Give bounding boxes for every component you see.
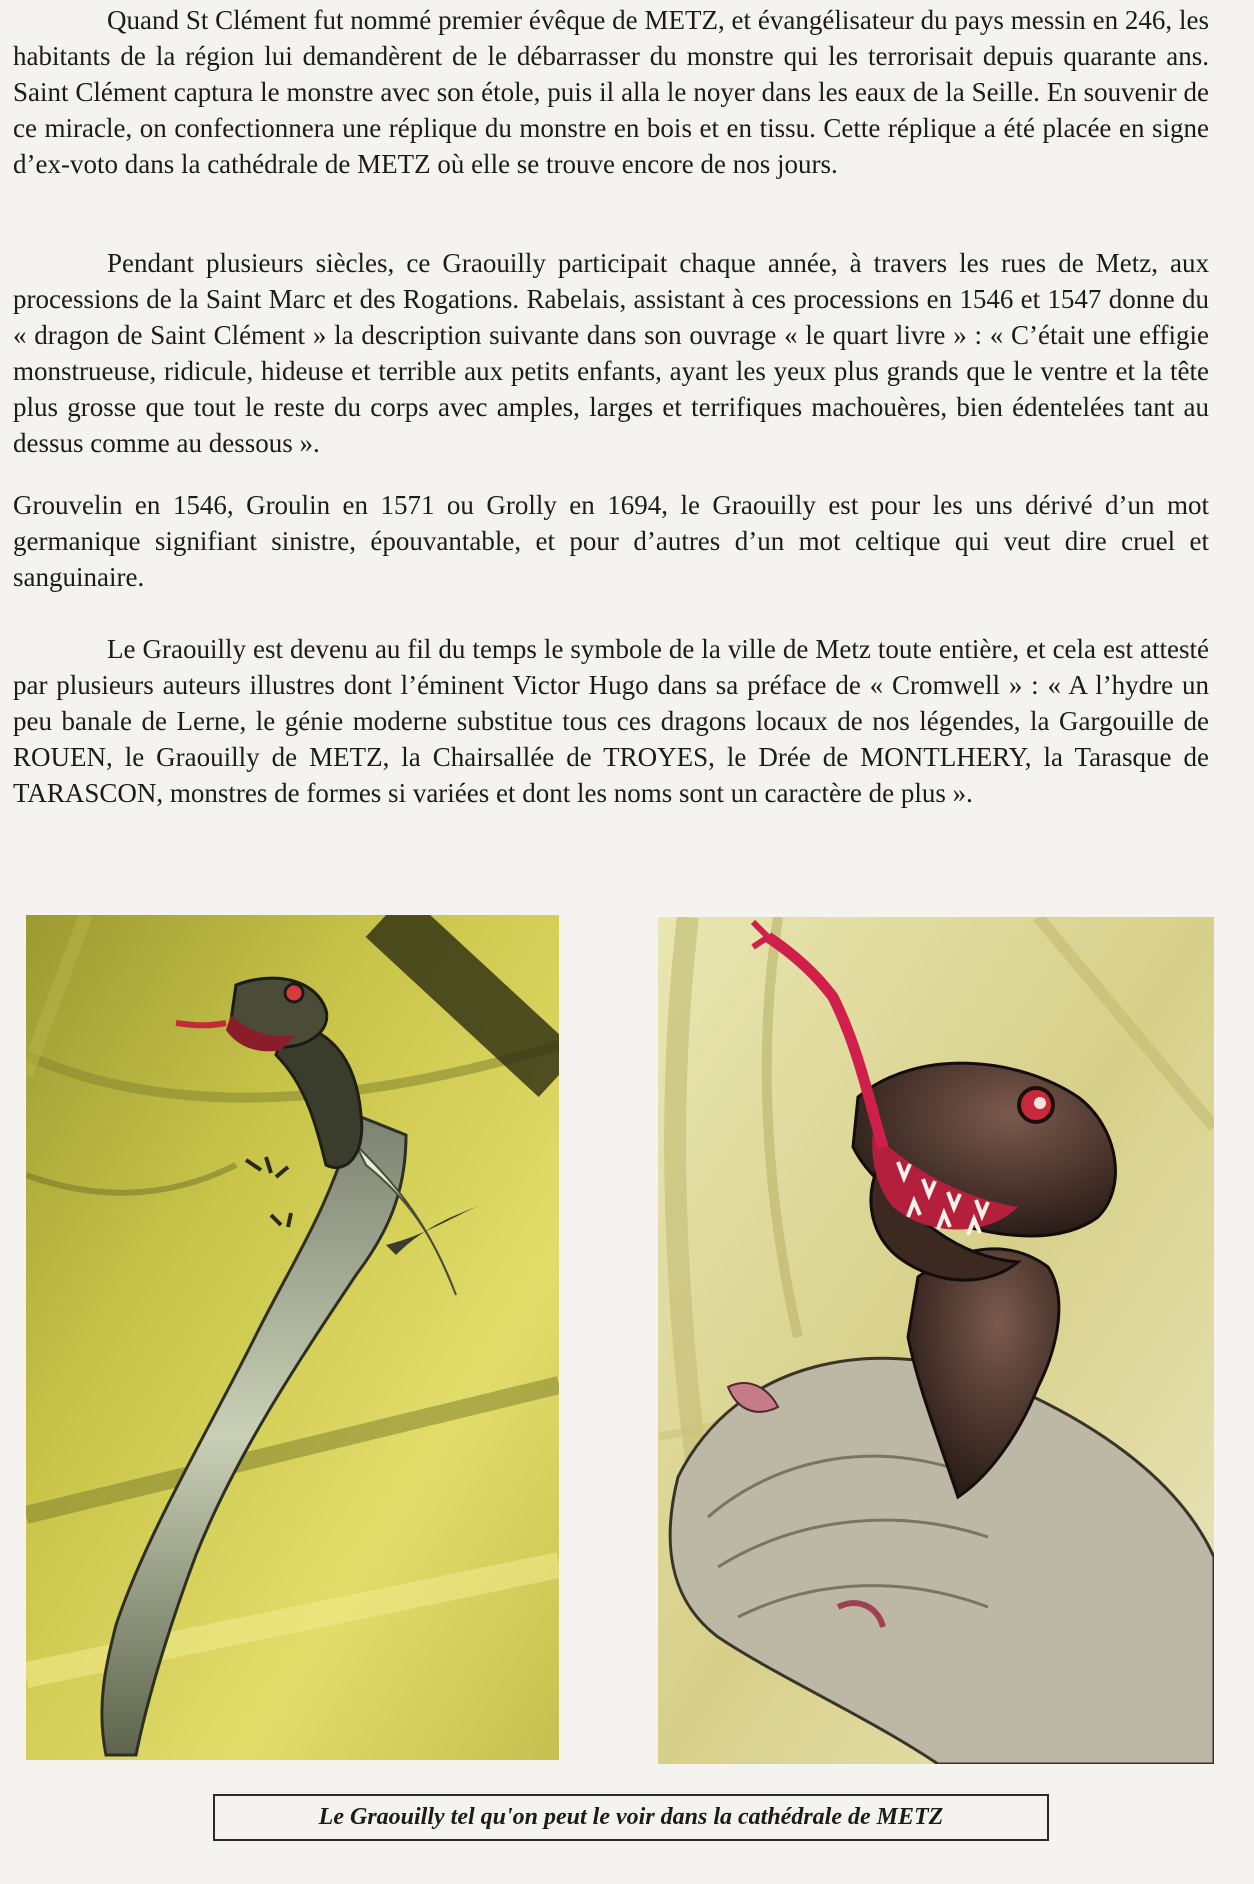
paragraph-processions: Pendant plusieurs siècles, ce Graouilly participait chaque année, à travers les rues de Metz, aux processions de la Saint Marc et des Rogations. Rabelais, assistant à ces processions en 1546 et 1547 donne du « dragon de Saint Clément » la description suivante dans son ouvrage « le quart livre » : « C’était une effigie monstrueuse, ridicule, hideuse et terrible aux petits enfants, ayant les yeux plus grands que le ventre et la tête plus grosse que tout le reste du corps avec amples, larges et terrifiques machouères, bien édentelées tant au dessus comme au dessous ». (13, 248, 1209, 458)
photo-caption: Le Graouilly tel qu'on peut le voir dans la cathédrale de METZ (318, 1804, 944, 1830)
dragon-photo-closeup (658, 917, 1214, 1764)
paragraph-symbol: Le Graouilly est devenu au fil du temps le symbole de la ville de Metz toute entière, et cela est attesté par plusieurs auteurs illustres dont l’éminent Victor Hugo dans sa préface de « Cromwell » : « A l’hydre un peu banale de Lerne, le génie moderne substitue tous ces dragons locaux de nos légendes, la Gargouille de ROUEN, le Graouilly de METZ, la Chairsallée de TROYES, le Drée de MONTLHERY, la Tarasque de TARASCON, monstres de formes si variées et dont les noms sont un caractère de plus ». (13, 634, 1209, 808)
photo-caption-box (213, 1794, 1049, 1841)
paragraph-legend: Quand St Clément fut nommé premier évêque de METZ, et évangélisateur du pays messin en 246, les habitants de la région lui demandèrent de le débarrasser du monstre qui les terrorisait depuis quarante ans. Saint Clément captura le monstre avec son étole, puis il alla le noyer dans les eaux de la Seille. En souvenir de ce miracle, on confectionnera une réplique du monstre en bois et en tissu. Cette réplique a été placée en signe d’ex-voto dans la cathédrale de METZ où elle se trouve encore de nos jours. (13, 5, 1209, 179)
dragon-photo-full (26, 915, 559, 1760)
paragraph-etymology: Grouvelin en 1546, Groulin en 1571 ou Grolly en 1694, le Graouilly est pour les uns dérivé d’un mot germanique signifiant sinistre, épouvantable, et pour d’autres d’un mot celtique qui veut dire cruel et sanguinaire. (13, 490, 1209, 592)
